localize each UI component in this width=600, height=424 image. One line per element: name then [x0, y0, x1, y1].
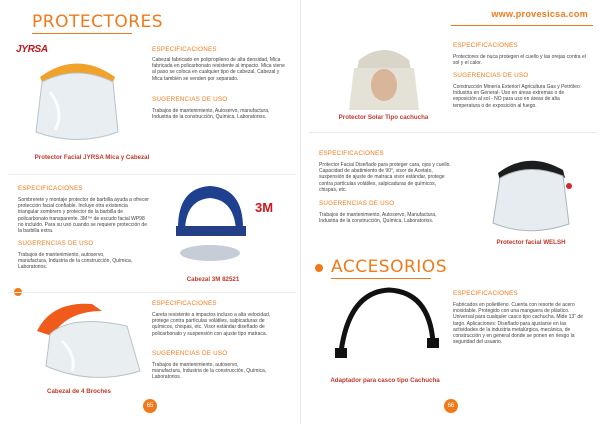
sun-cap-image — [339, 40, 429, 112]
spec-text: Sombrerete y montaje protector de barbilla ayuda a ofrecer protección facial confiable. Incluye otra existencia triangular sombrero y protector de la barbilla de policarbonato transparente. 3M™ de escudo facial WP98 no incluido. Para su uso cuando se requiere protección de la barbilla extra. — [18, 197, 149, 235]
spec-text: Fabricados en polietileno. Cuenta con resorte de acero inoxidable. Protegido con una manguera de plástico. Universal para cualquier casco tipo cachucha. Mide 13" de largo. Aplicaciones: Diseñado para ajustarse en las actividades de la industria metalúrgica, mecánica, de construcción y en general donde se ponen en riesgo la seguridad del usuario. — [453, 302, 583, 346]
product-caption: Cabezal de 4 Broches — [47, 388, 111, 395]
bullet-dot — [315, 264, 323, 272]
cap-adapter-image — [329, 282, 441, 374]
title-underline — [32, 33, 132, 34]
page-number: 66 — [444, 399, 458, 413]
use-heading: SUGERENCIAS DE USO — [18, 240, 94, 247]
page-right — [300, 0, 600, 424]
title-underline — [331, 278, 431, 279]
page-number: 65 — [143, 399, 157, 413]
product-caption: Cabezal 3M 82521 — [186, 276, 240, 283]
use-text: Trabajos de mantenimiento, Autoservo, manufactura, Industria de la construcción, Química, Laboratorios. — [152, 108, 270, 121]
use-text: Trabajos de mantenimiento, Autoservo, Manufactura, Industria de la construcción, Química, Laboratorios. — [319, 212, 437, 225]
4-clip-headgear-image — [22, 296, 152, 388]
3m-logo: 3M — [255, 200, 274, 215]
spec-heading: ESPECIFICACIONES — [453, 42, 518, 49]
jyrsa-logo: JYRSA — [16, 44, 48, 55]
product-caption: Protector Facial JYRSA Mica y Cabezal — [34, 154, 150, 161]
spec-heading: ESPECIFICACIONES — [453, 290, 518, 297]
product-caption: Adaptador para casco tipo Cachucha — [330, 377, 440, 384]
use-heading: SUGERENCIAS DE USO — [152, 350, 228, 357]
use-heading: SUGERENCIAS DE USO — [319, 200, 395, 207]
divider — [8, 174, 296, 175]
spec-heading: ESPECIFICACIONES — [152, 46, 217, 53]
use-text: Construcción Minería Exterior/ Agricultura Gas y Petróleo Industria en General- Uso en áreas extremas o de exposición al sol - NO para uso en áreas de alta temperatura o de exposición al fuego. — [453, 84, 580, 109]
spec-text: Careta resistente a impactos incluso a alta velocidad, protege contra partículas volátiles, salpicaduras de químicos, chispas, etc. Visor estándar diseñado de policarbonato y suspensión con ajuste tipo matraca. — [152, 312, 271, 337]
header-line — [451, 25, 593, 26]
3m-headgear-image — [168, 178, 253, 273]
product-caption: Protector facial WELSH — [496, 239, 566, 246]
page-title: PROTECTORES — [32, 12, 164, 32]
spec-text: Protector Facial Diseñado para proteger cara, ojos y cuello. Capacidad de abatimiento de 90°, visor de Acetato, suspensión de ajuste de matraca visor estándar, protege contra partículas volátiles, salpicaduras de químicos, chispas, etc. — [319, 162, 451, 193]
use-text: Trabajos de mantenimiento, autoservo, manufactura, Industria de la construcción, Química, Laboratorios. — [18, 252, 133, 271]
divider — [8, 292, 296, 293]
spec-text: Cabezal fabricado en polipropileno de alta densidad, Mica fabricada en policarbonato resistente al impacto. Mica viene al paso se coloca en cualquier tipo de cabezal, Cabezal y Mica también se venden por separado. — [152, 57, 285, 82]
jyrsa-face-shield-image — [20, 52, 135, 147]
welsh-face-shield-image — [473, 148, 583, 236]
website-url: www.provesicsa.com — [491, 9, 588, 19]
use-heading: SUGERENCIAS DE USO — [152, 96, 228, 103]
spec-heading: ESPECIFICACIONES — [319, 150, 384, 157]
product-caption: Protector Solar Tipo cachucha — [338, 114, 429, 121]
spec-heading: ESPECIFICACIONES — [18, 185, 83, 192]
spec-heading: ESPECIFICACIONES — [152, 300, 217, 307]
accessories-title: ACCESORIOS — [331, 257, 447, 277]
spec-text: Protectores de nuca protegen el cuello y las orejas contra el sol y el calor. — [453, 54, 586, 67]
use-heading: SUGERENCIAS DE USO — [453, 72, 529, 79]
divider — [309, 132, 597, 133]
use-text: Trabajos de mantenimiento, autoservo, manufactura, Industria de la construcción, Química, Laboratorios. — [152, 362, 267, 381]
